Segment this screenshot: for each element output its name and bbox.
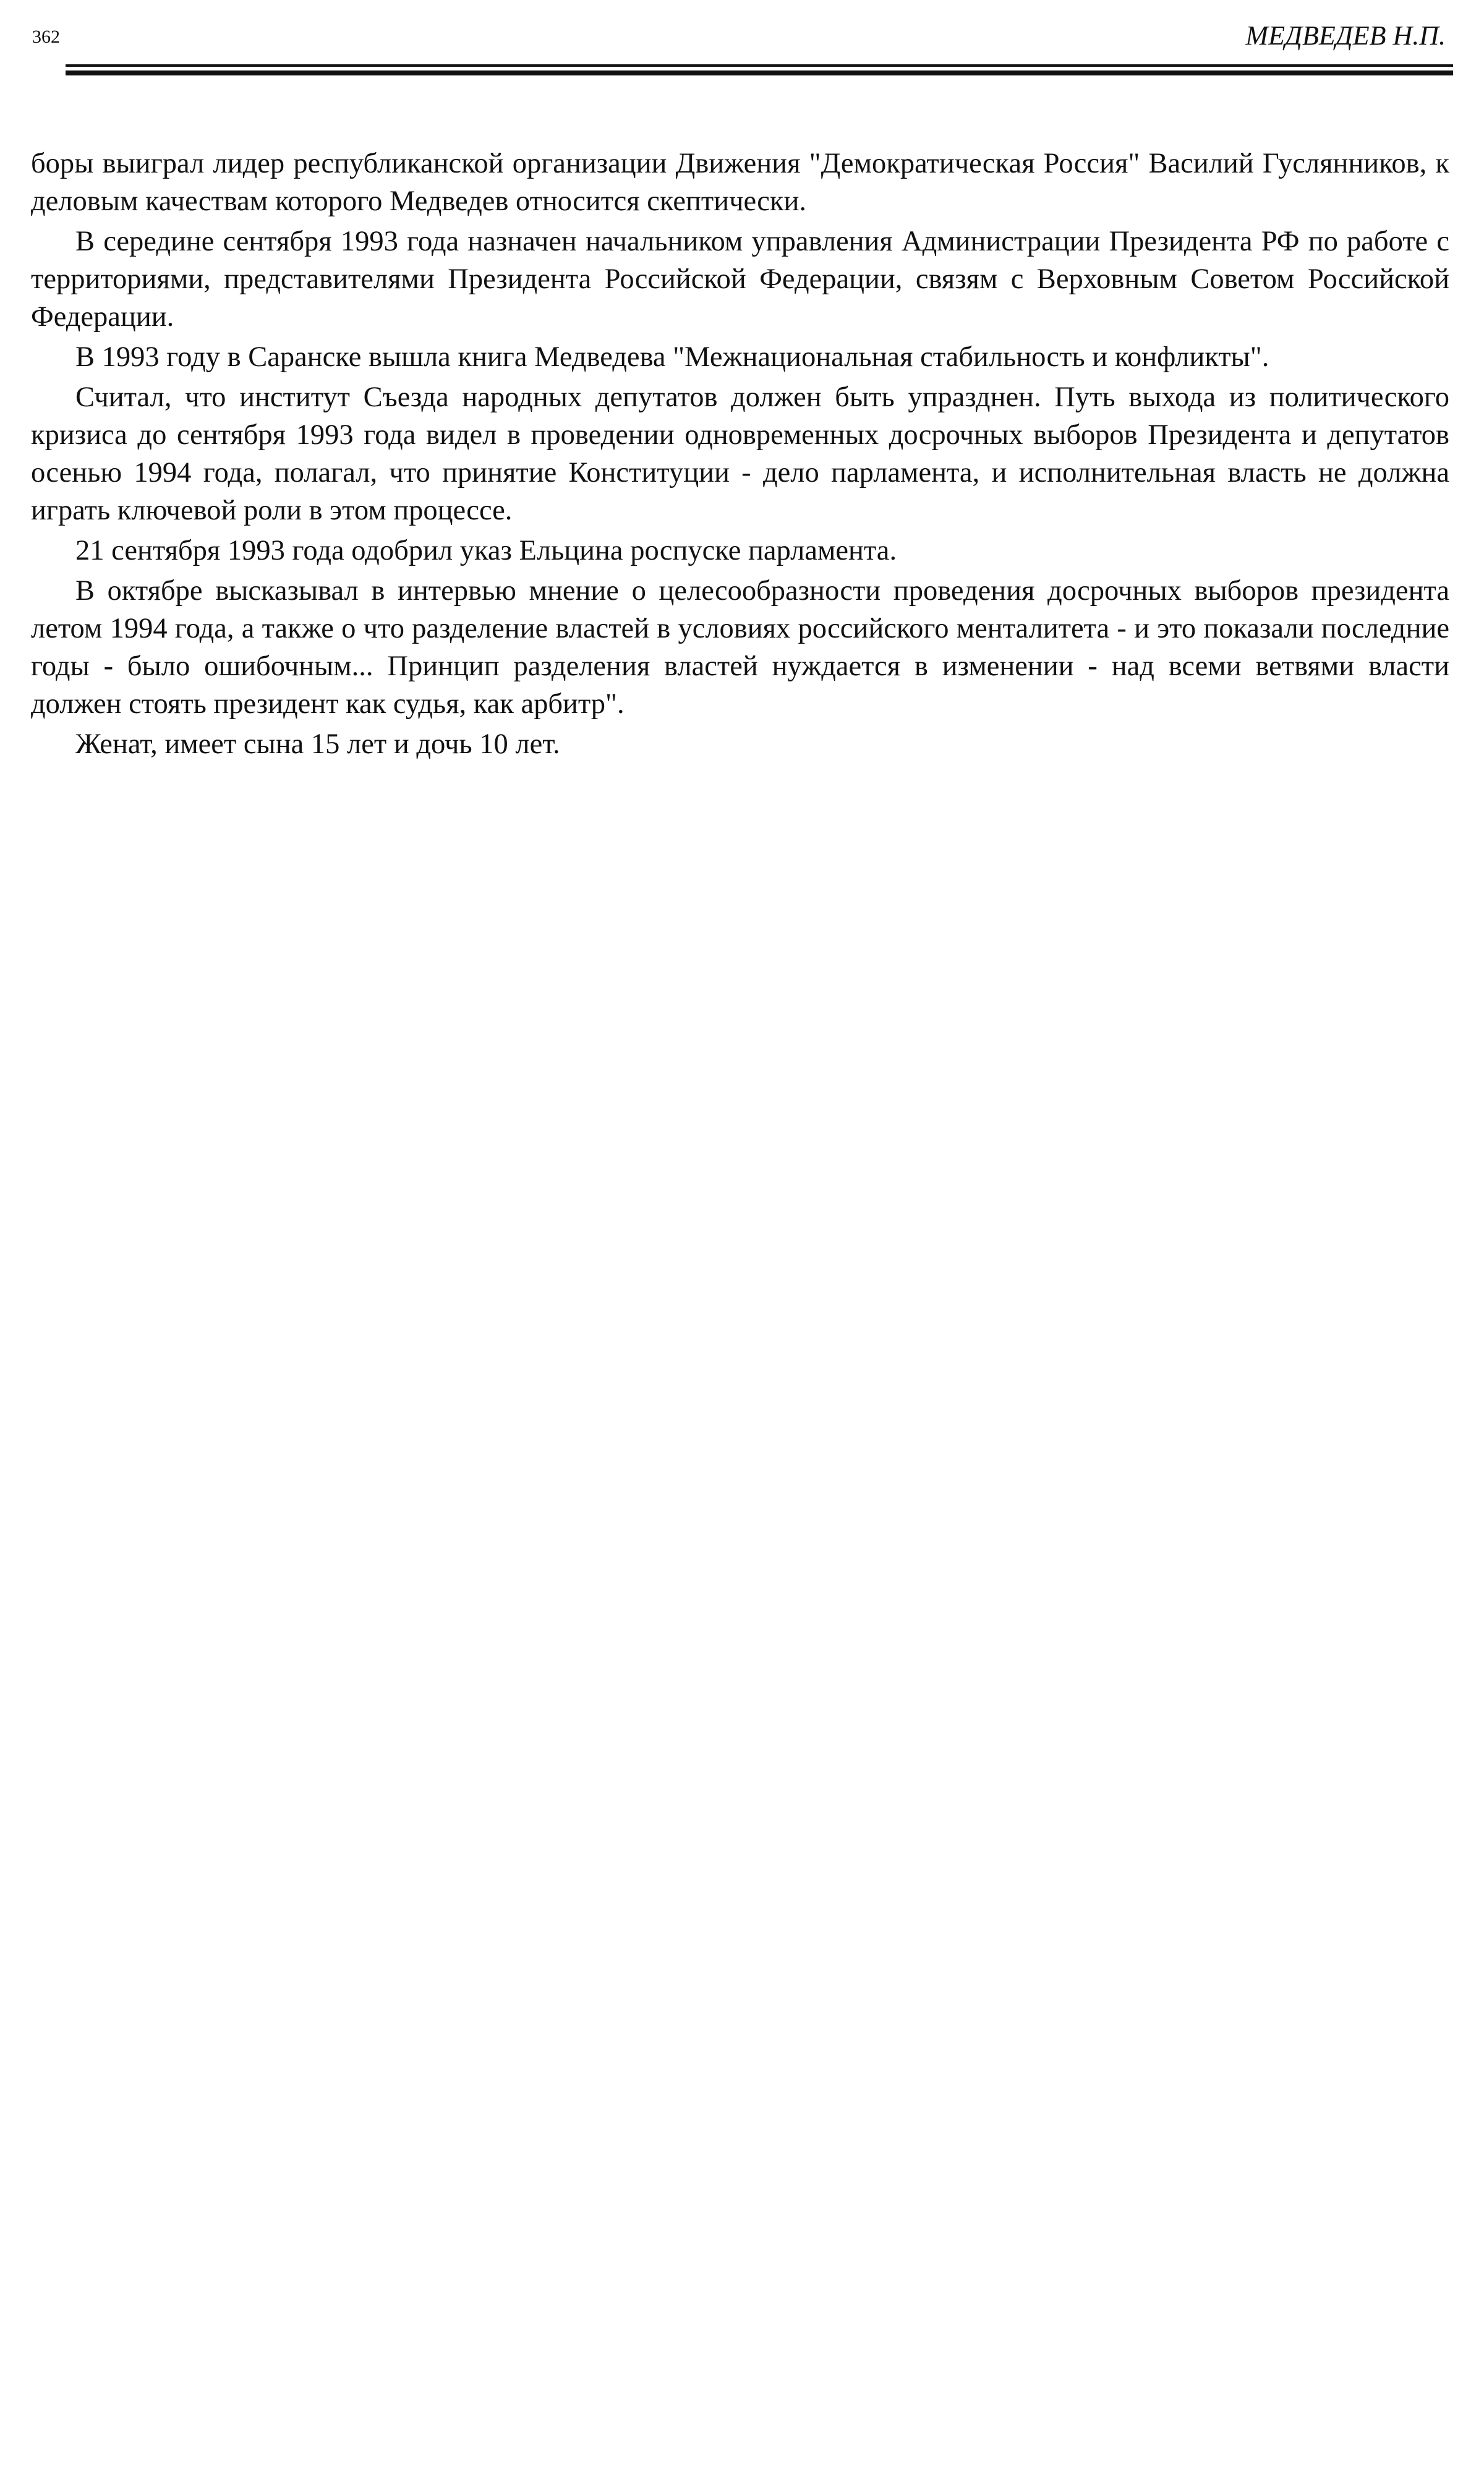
paragraph-decree: 21 сентября 1993 года одобрил указ Ельцина роспуске парламента. xyxy=(75,535,897,566)
paragraph-family: Женат, имеет сына 15 лет и дочь 10 лет. xyxy=(75,728,560,760)
body-text xyxy=(31,145,1449,763)
running-title: МЕДВЕДЕВ Н.П. xyxy=(1245,20,1446,51)
page-number: 362 xyxy=(32,27,60,47)
paragraph-appointment: В середине сентября 1993 года назначен начальником управления Администрации Президента РФ по работе с территориями, представителями Президента Российской Федерации, связям с Верховным Советом Российской Федерации. xyxy=(31,226,1449,333)
header-rule-thick xyxy=(66,70,1453,75)
paragraph-interview: В октябре высказывал в интервью мнение о целесообразности проведения досрочных выборов президента летом 1994 года, а также о что разделение властей в условиях российского менталитета - и это показали последние годы - было ошибочным... Принцип разделения властей нуждается в изменении - над всеми ветвями власти должен стоять президент как судья, как арбитр". xyxy=(31,575,1449,720)
header-rule-thin xyxy=(66,64,1453,67)
paragraph-continuation: боры выиграл лидер республиканской организации Движения "Демократическая Россия" Василий Гуслянников, к деловым качествам которого Медведев относится скептически. xyxy=(31,148,1449,217)
paragraph-congress-view: Считал, что институт Съезда народных депутатов должен быть упразднен. Путь выхода из политического кризиса до сентября 1993 года видел в проведении одновременных досрочных выборов Президента и депутатов осенью 1994 года, полагал, что принятие Конституции - дело парламента, и исполнительная власть не должна играть ключевой роли в этом процессе. xyxy=(31,382,1449,526)
page-header xyxy=(32,19,1453,53)
paragraph-book: В 1993 году в Саранске вышла книга Медведева "Межнациональная стабильность и конфликты". xyxy=(75,341,1269,373)
